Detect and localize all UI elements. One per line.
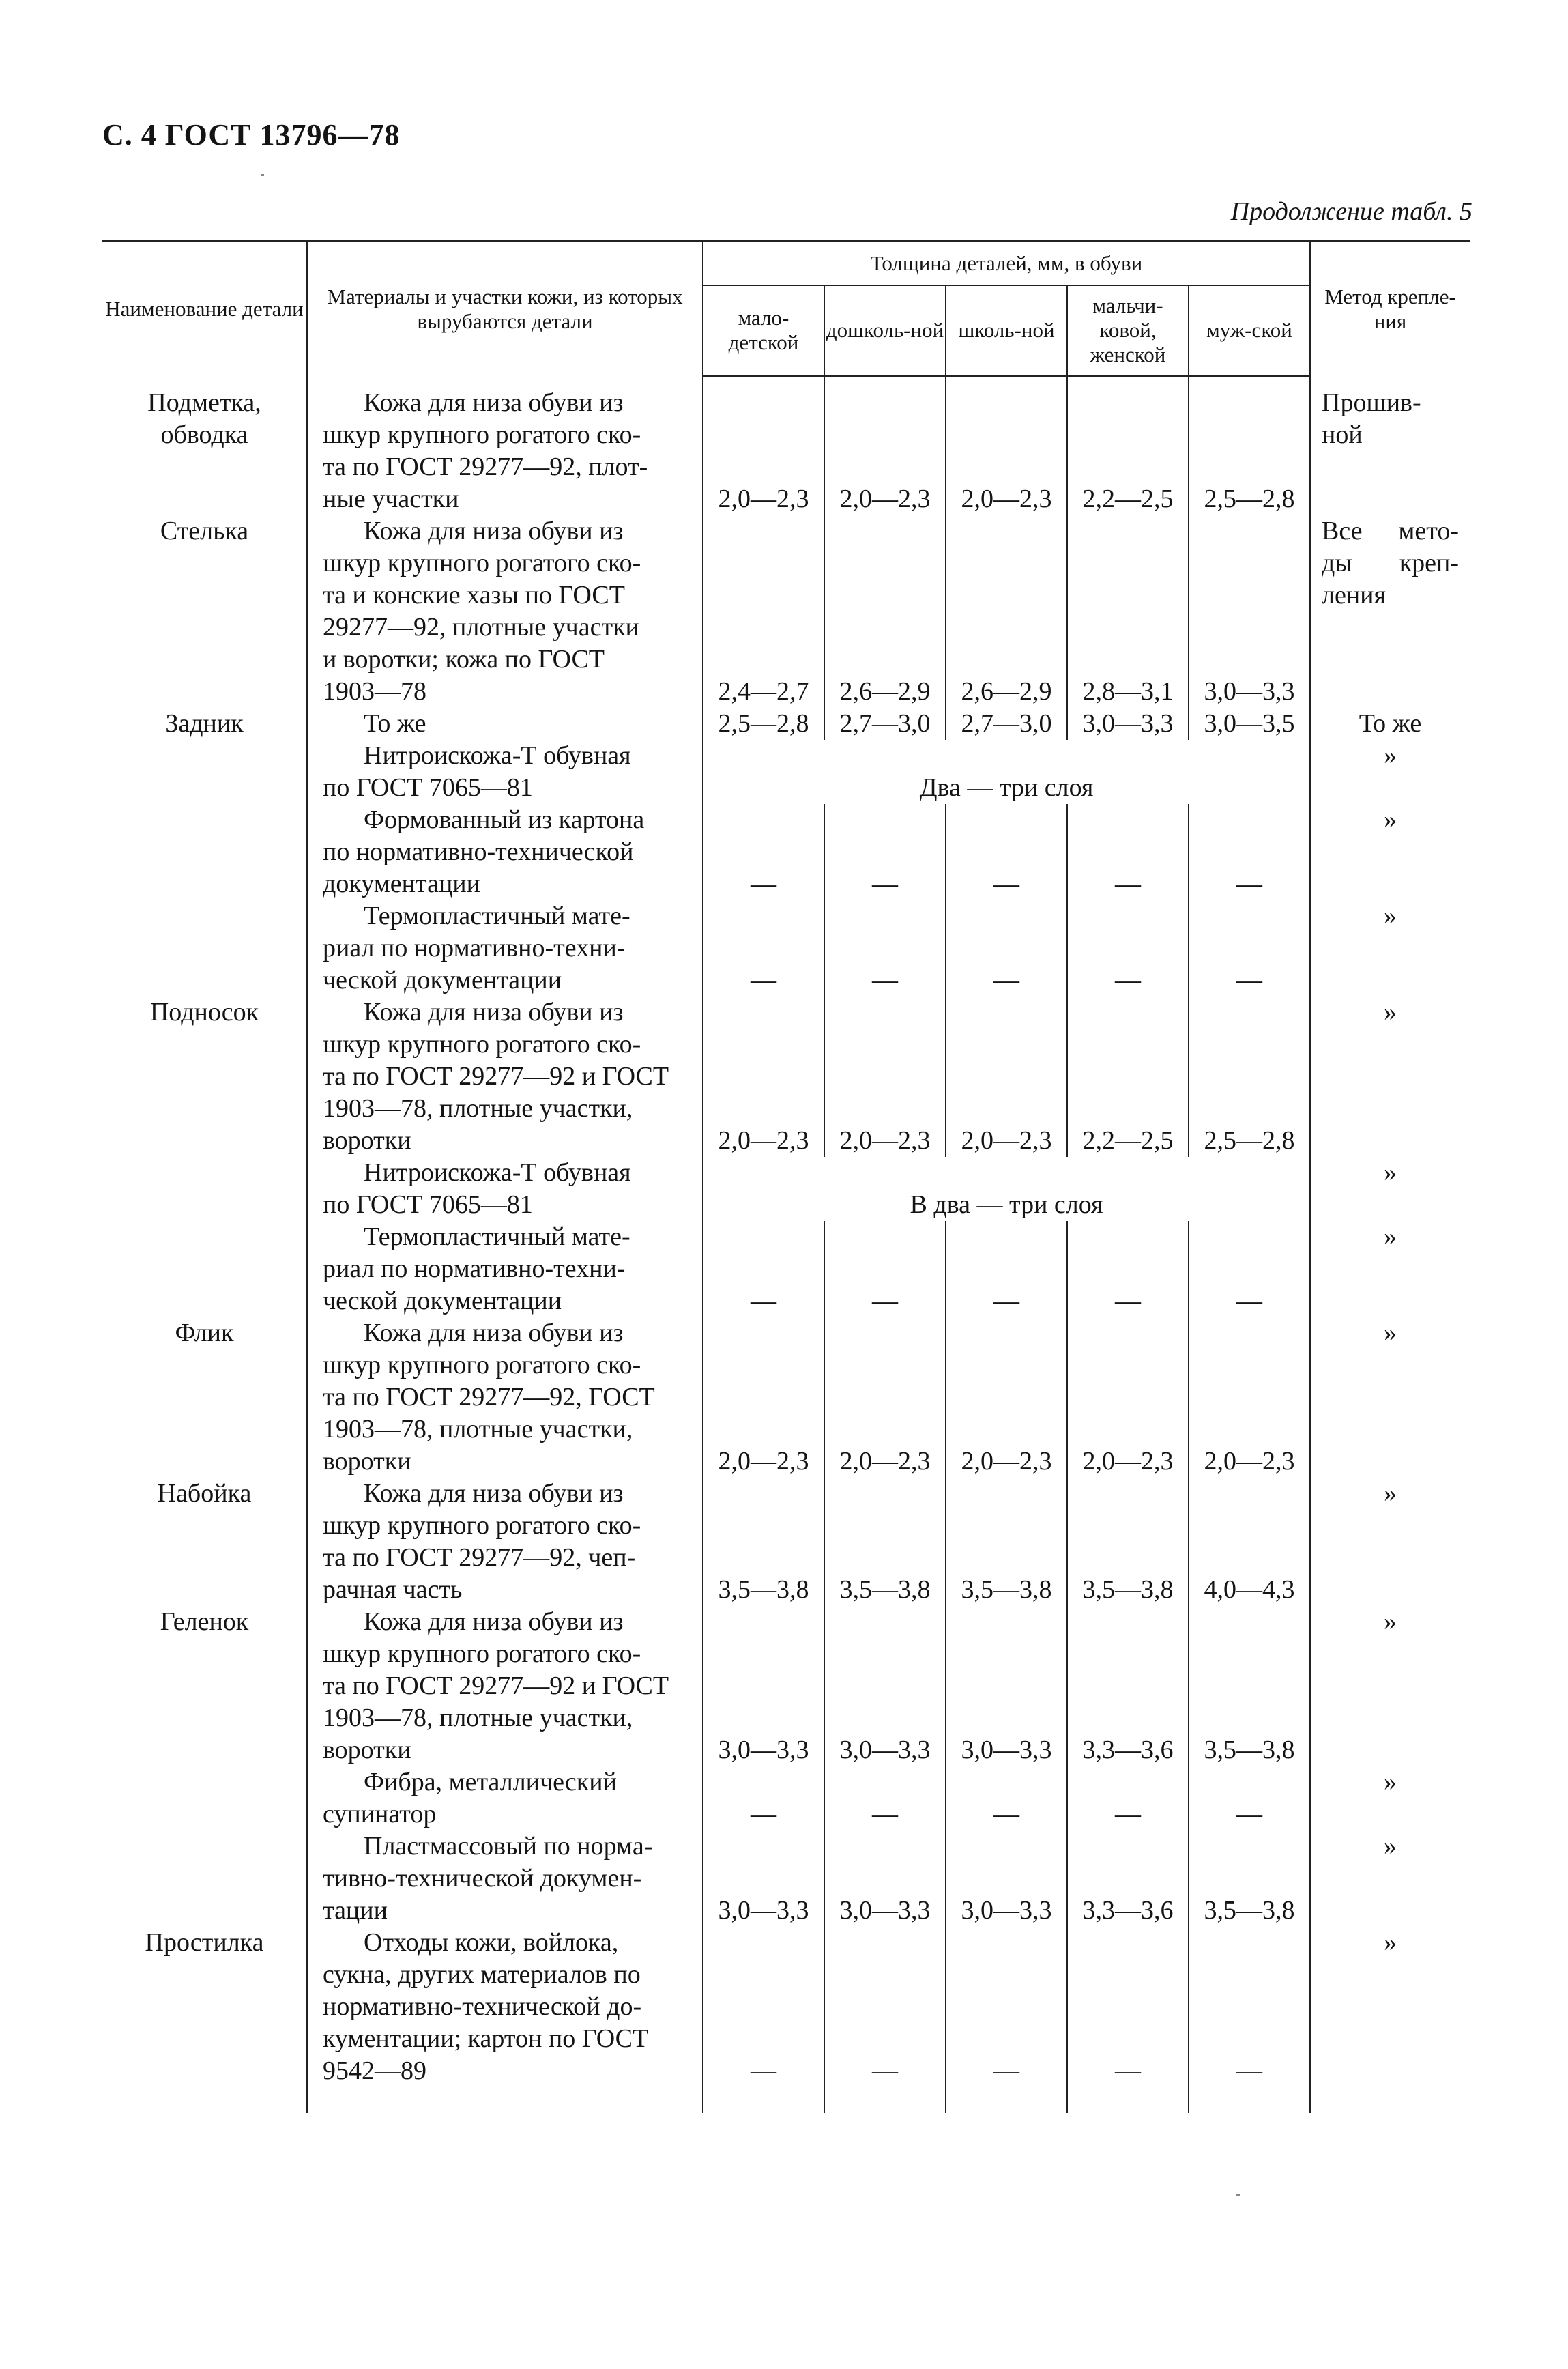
header-thickness-col: мало-детской (703, 285, 824, 376)
thickness-value-cell: 3,3—3,6 (1067, 1830, 1189, 1927)
material-line: 1903—78, плотные участки, (323, 1703, 633, 1732)
part-name-cell: Набойка (157, 1478, 252, 1508)
material-line: Кожа для низа обуви из (364, 1318, 624, 1347)
part-name-cell (102, 1221, 307, 1317)
parts-thickness-table (102, 240, 1470, 2113)
thickness-value-cell: 2,5—2,8 (1189, 996, 1310, 1157)
thickness-value-cell: — (703, 1927, 824, 2113)
material-line: сукна, других материалов по (323, 1959, 641, 1989)
table-row (102, 1157, 1470, 1221)
thickness-value-cell: 3,0—3,3 (946, 1830, 1067, 1927)
thickness-value-cell: — (824, 1766, 946, 1830)
material-line: та по ГОСТ 29277—92 и ГОСТ (323, 1061, 669, 1091)
thickness-value-cell: 3,0—3,3 (1067, 708, 1189, 740)
material-cell (307, 1927, 703, 2113)
method-cell: » (1310, 1478, 1470, 1606)
material-line: воротки (323, 1125, 411, 1155)
thickness-value-cell: 3,5—3,8 (1189, 1606, 1310, 1766)
material-cell (307, 1766, 703, 1830)
thickness-value-cell: — (946, 900, 1067, 996)
thickness-value-cell: — (1189, 1766, 1310, 1830)
table-row (102, 1766, 1470, 1830)
thickness-value-cell: 2,0—2,3 (824, 1317, 946, 1478)
material-line: по ГОСТ 7065—81 (323, 1190, 533, 1219)
header-thickness-col: дошколь-ной (824, 285, 946, 376)
material-line: 1903—78 (323, 676, 426, 706)
material-line: шкур крупного рогатого ско- (323, 1639, 641, 1668)
method-cell: » (1310, 1927, 1470, 2113)
table-row (102, 515, 1470, 708)
thickness-value-cell: 2,7—3,0 (824, 708, 946, 740)
material-line: Нитроискожа-Т обувная (364, 1158, 631, 1187)
part-name-cell (102, 1157, 307, 1221)
thickness-value-cell: 2,0—2,3 (946, 376, 1067, 515)
thickness-value-cell: — (1189, 900, 1310, 996)
thickness-value-cell: 2,0—2,3 (1189, 1317, 1310, 1478)
material-cell (307, 804, 703, 900)
material-line: То же (364, 708, 426, 738)
thickness-value-cell: — (1067, 804, 1189, 900)
thickness-value-cell: 2,2—2,5 (1067, 996, 1189, 1157)
material-line: Термопластичный мате- (364, 901, 630, 930)
table-row (102, 804, 1470, 900)
material-line: шкур крупного рогатого ско- (323, 420, 641, 449)
material-line: Формованный из картона (364, 805, 645, 834)
thickness-value-cell: — (703, 900, 824, 996)
header-thickness-col: муж-ской (1189, 285, 1310, 376)
header-part-name: Наименование детали (102, 242, 307, 376)
thickness-value-cell: 2,0—2,3 (703, 1317, 824, 1478)
part-name-cell: Флик (175, 1318, 234, 1347)
scan-speck (1236, 2194, 1240, 2196)
material-line: Отходы кожи, войлока, (364, 1927, 619, 1957)
material-line: та по ГОСТ 29277—92, чеп- (323, 1542, 636, 1572)
thickness-value-cell: — (1189, 804, 1310, 900)
method-cell: » (1310, 1317, 1470, 1478)
material-cell (307, 376, 703, 515)
table-row (102, 1830, 1470, 1927)
material-line: риал по нормативно-техни- (323, 933, 626, 962)
part-name-cell (102, 1830, 307, 1927)
thickness-value-cell: 3,5—3,8 (824, 1478, 946, 1606)
method-cell: » (1310, 1606, 1470, 1766)
method-cell: » (1310, 1221, 1470, 1317)
table-row (102, 1927, 1470, 2113)
material-line: Кожа для низа обуви из (364, 1607, 624, 1636)
thickness-value-cell: 3,5—3,8 (703, 1478, 824, 1606)
thickness-value-cell: 2,8—3,1 (1067, 515, 1189, 708)
thickness-value-cell: 2,2—2,5 (1067, 376, 1189, 515)
material-line: кументации; картон по ГОСТ (323, 2024, 649, 2053)
table-row (102, 1317, 1470, 1478)
header-thickness-col: школь-ной (946, 285, 1067, 376)
thickness-value-cell: 3,0—3,3 (703, 1830, 824, 1927)
method-cell: То же (1310, 708, 1470, 740)
part-name-cell (102, 804, 307, 900)
page-header: С. 4 ГОСТ 13796—78 (102, 118, 401, 152)
material-cell (307, 1317, 703, 1478)
material-line: Пластмассовый по норма- (364, 1831, 653, 1861)
thickness-value-cell: 4,0—4,3 (1189, 1478, 1310, 1606)
header-thickness-group: Толщина деталей, мм, в обуви (703, 242, 1310, 286)
part-name-cell (102, 1766, 307, 1830)
material-line: по нормативно-технической (323, 837, 634, 866)
table-row (102, 376, 1470, 515)
thickness-value-cell: 2,0—2,3 (824, 376, 946, 515)
thickness-value-cell: — (946, 804, 1067, 900)
material-line: та и конские хазы по ГОСТ (323, 580, 625, 609)
material-line: шкур крупного рогатого ско- (323, 548, 641, 577)
material-line: ческой документации (323, 965, 562, 994)
thickness-value-cell: 3,0—3,5 (1189, 708, 1310, 740)
table-row (102, 900, 1470, 996)
material-cell (307, 1221, 703, 1317)
thickness-value-cell: — (946, 1927, 1067, 2113)
material-line: 29277—92, плотные участки (323, 612, 639, 642)
thickness-value-cell: — (946, 1221, 1067, 1317)
material-line: Нитроискожа-Т обувная (364, 741, 631, 770)
method-cell: Прошив-ной (1310, 376, 1470, 515)
thickness-value-cell: 2,5—2,8 (703, 708, 824, 740)
material-cell (307, 1606, 703, 1766)
part-name-cell: Подносок (149, 997, 259, 1026)
material-line: тивно-технической докумен- (323, 1863, 642, 1893)
thickness-value-cell: 2,0—2,3 (946, 1317, 1067, 1478)
table-continuation-label: Продолжение табл. 5 (1230, 197, 1472, 226)
method-cell: » (1310, 996, 1470, 1157)
material-line: шкур крупного рогатого ско- (323, 1029, 641, 1059)
material-line: 9542—89 (323, 2056, 426, 2085)
material-line: шкур крупного рогатого ско- (323, 1510, 641, 1540)
material-cell (307, 1830, 703, 1927)
material-cell (307, 900, 703, 996)
material-cell (307, 740, 703, 804)
thickness-value-cell: — (824, 804, 946, 900)
material-line: по ГОСТ 7065—81 (323, 773, 533, 802)
material-line: супинатор (323, 1799, 437, 1828)
thickness-value-cell: — (703, 1766, 824, 1830)
thickness-value-cell: 2,5—2,8 (1189, 376, 1310, 515)
part-name-cell: Задник (165, 708, 244, 738)
header-materials: Материалы и участки кожи, из которых вырубаются детали (307, 242, 703, 376)
material-cell (307, 996, 703, 1157)
material-line: Кожа для низа обуви из (364, 1478, 624, 1508)
method-cell: Все мето-ды креп-ления (1310, 515, 1470, 708)
thickness-value-cell: — (1067, 1927, 1189, 2113)
method-cell: » (1310, 804, 1470, 900)
table-body (102, 376, 1470, 2113)
header-method: Метод крепле-ния (1310, 242, 1470, 376)
thickness-value-cell: 2,0—2,3 (946, 996, 1067, 1157)
part-name-cell: Подметка, обводка (147, 388, 261, 449)
material-cell (307, 708, 703, 740)
table-row (102, 996, 1470, 1157)
material-line: Фибра, металлический (364, 1767, 617, 1796)
material-line: та по ГОСТ 29277—92, ГОСТ (323, 1382, 655, 1411)
thickness-value-cell: 3,5—3,8 (1067, 1478, 1189, 1606)
thickness-value-cell: 2,6—2,9 (824, 515, 946, 708)
thickness-value-cell: — (824, 1927, 946, 2113)
thickness-value-cell: — (946, 1766, 1067, 1830)
layer-note-cell: В два — три слоя (703, 1157, 1310, 1221)
part-name-cell: Стелька (160, 516, 249, 545)
material-line: Кожа для низа обуви из (364, 388, 624, 417)
material-line: 1903—78, плотные участки, (323, 1414, 633, 1444)
material-line: тации (323, 1895, 388, 1925)
material-line: воротки (323, 1446, 411, 1476)
thickness-value-cell: — (1067, 1766, 1189, 1830)
table-row (102, 1478, 1470, 1606)
material-line: Кожа для низа обуви из (364, 516, 624, 545)
material-line: документации (323, 869, 480, 898)
part-name-cell: Геленок (160, 1607, 249, 1636)
thickness-value-cell: — (1189, 1221, 1310, 1317)
thickness-value-cell: 3,0—3,3 (824, 1830, 946, 1927)
thickness-value-cell: 3,3—3,6 (1067, 1606, 1189, 1766)
thickness-value-cell: 3,0—3,3 (703, 1606, 824, 1766)
material-line: та по ГОСТ 29277—92 и ГОСТ (323, 1671, 669, 1700)
table-row (102, 740, 1470, 804)
material-cell (307, 1478, 703, 1606)
table-row (102, 708, 1470, 740)
thickness-value-cell: 2,0—2,3 (703, 996, 824, 1157)
thickness-value-cell: 2,6—2,9 (946, 515, 1067, 708)
thickness-value-cell: 3,5—3,8 (946, 1478, 1067, 1606)
material-line: Термопластичный мате- (364, 1222, 630, 1251)
material-line: та по ГОСТ 29277—92, плот- (323, 452, 648, 481)
thickness-value-cell: 3,0—3,3 (824, 1606, 946, 1766)
material-line: ческой документации (323, 1286, 562, 1315)
thickness-value-cell: 3,0—3,3 (946, 1606, 1067, 1766)
material-line: 1903—78, плотные участки, (323, 1093, 633, 1123)
material-line: нормативно-технической до- (323, 1992, 642, 2021)
thickness-value-cell: — (824, 900, 946, 996)
material-line: и воротки; кожа по ГОСТ (323, 644, 605, 674)
material-cell (307, 1157, 703, 1221)
thickness-value-cell: — (1189, 1927, 1310, 2113)
method-cell: » (1310, 1157, 1470, 1221)
header-thickness-col: мальчи-ковой, женской (1067, 285, 1189, 376)
thickness-value-cell: 2,4—2,7 (703, 515, 824, 708)
material-line: рачная часть (323, 1575, 463, 1604)
table-row (102, 1221, 1470, 1317)
method-cell: » (1310, 900, 1470, 996)
thickness-value-cell: 2,0—2,3 (703, 376, 824, 515)
material-cell (307, 515, 703, 708)
thickness-value-cell: — (824, 1221, 946, 1317)
layer-note-cell: Два — три слоя (703, 740, 1310, 804)
material-line: шкур крупного рогатого ско- (323, 1350, 641, 1379)
material-line: воротки (323, 1735, 411, 1764)
material-line: Кожа для низа обуви из (364, 997, 624, 1026)
thickness-value-cell: — (1067, 900, 1189, 996)
part-name-cell (102, 900, 307, 996)
method-cell: » (1310, 1830, 1470, 1927)
thickness-value-cell: 3,0—3,3 (1189, 515, 1310, 708)
method-cell: » (1310, 740, 1470, 804)
thickness-value-cell: 3,5—3,8 (1189, 1830, 1310, 1927)
part-name-cell: Простилка (145, 1927, 264, 1957)
part-name-cell (102, 740, 307, 804)
material-line: ные участки (323, 484, 459, 513)
table-row (102, 1606, 1470, 1766)
method-cell: » (1310, 1766, 1470, 1830)
scan-speck (261, 174, 264, 176)
thickness-value-cell: 2,0—2,3 (1067, 1317, 1189, 1478)
thickness-value-cell: — (703, 804, 824, 900)
thickness-value-cell: 2,7—3,0 (946, 708, 1067, 740)
thickness-value-cell: — (1067, 1221, 1189, 1317)
thickness-value-cell: — (703, 1221, 824, 1317)
material-line: риал по нормативно-техни- (323, 1254, 626, 1283)
thickness-value-cell: 2,0—2,3 (824, 996, 946, 1157)
